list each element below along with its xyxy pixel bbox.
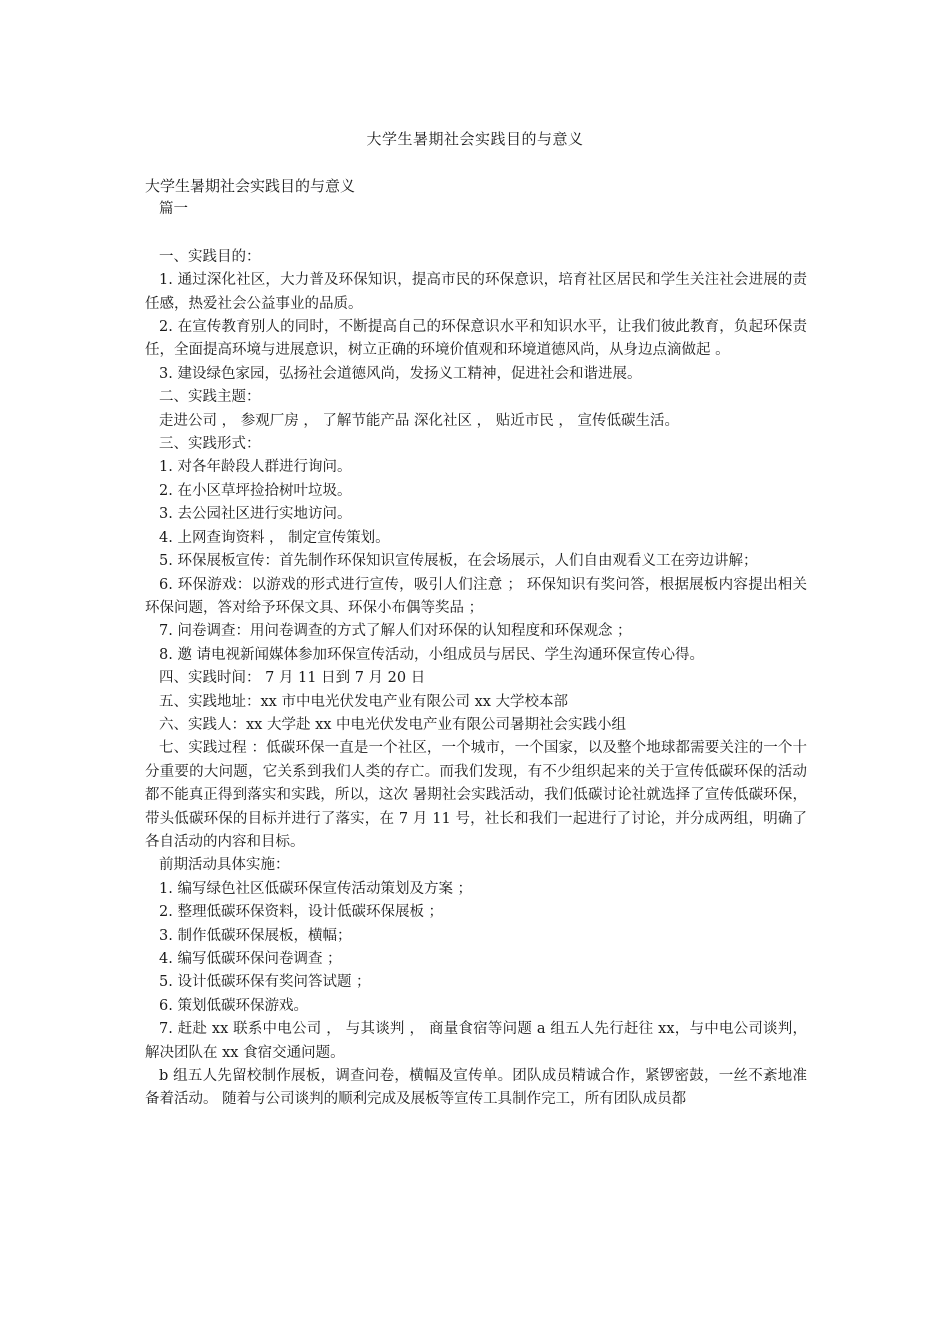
paragraph: 2. 整理低碳环保资料，设计低碳环保展板 ；	[159, 904, 444, 921]
paragraph: 六、实践人：xx 大学赴 xx 中电光伏发电产业有限公司暑期社会实践小组	[159, 716, 627, 733]
paragraph: 1. 通过深化社区，大力普及环保知识，提高市民的环保意识，培育社区居民和学生关注社会进展的责任感，热爱社会公益事业的品质。	[145, 272, 807, 312]
paragraph: 一、实践目的：	[159, 248, 261, 265]
document-body	[145, 175, 807, 1112]
paragraph: 3. 建设绿色家园，弘扬社会道德风尚，发扬义工精神，促进社会和谐进展。	[159, 365, 642, 382]
paragraph: 五、实践地址：xx 市中电光伏发电产业有限公司 xx 大学校本部	[159, 693, 569, 710]
paragraph: 七、实践过程 ：低碳环保一直是一个社区，一个城市，一个国家，以及整个地球都需要关注的一个十分重要的大问题，它关系到我们人类的存亡。而我们发现，有不少组织起来的关于宣传低碳环保的活动都不能真正得到落实和实践，所以，这次 暑期社会实践活动，我们低碳讨论社就选择了宣传低碳环保，带头低碳环保的目标并进行了落实，在 7 月 11 号，社长和我们一起进行了讨论，并分成两组，明确了各自活动的内容和目标。	[145, 740, 807, 850]
paragraph: 2. 在小区草坪捡拾树叶垃圾。	[159, 482, 352, 499]
paragraph: b 组五人先留校制作展板，调查问卷，横幅及宣传单。团队成员精诚合作，紧锣密鼓，一丝不紊地准备着活动。 随着与公司谈判的顺利完成及展板等宣传工具制作完工，所有团队成员都	[145, 1068, 807, 1108]
paragraph: 5. 设计低碳环保有奖问答试题 ；	[159, 974, 371, 991]
paragraph: 4. 上网查询资料 ， 制定宣传策划。	[159, 529, 390, 546]
paragraph: 前期活动具体实施：	[159, 857, 290, 874]
paragraph: 二、实践主题：	[159, 389, 261, 406]
paragraph: 5. 环保展板宣传：首先制作环保知识宣传展板，在会场展示，人们自由观看义工在旁边讲解；	[159, 553, 758, 570]
paragraph: 走进公司 ， 参观厂房 ， 了解节能产品 深化社区 ， 贴近市民 ， 宣传低碳生活。	[159, 412, 679, 429]
paragraph: 8. 邀 请电视新闻媒体参加环保宣传活动，小组成员与居民、学生沟通环保宣传心得。	[159, 646, 705, 663]
chapter-label: 篇一	[159, 201, 188, 218]
paragraph: 1. 编写绿色社区低碳环保宣传活动策划及方案 ；	[159, 880, 473, 897]
paragraph: 4. 编写低碳环保问卷调查 ；	[159, 951, 342, 967]
paragraph: 7. 问卷调查：用问卷调查的方式了解人们对环保的认知程度和环保观念 ；	[159, 623, 632, 640]
blank-line	[145, 222, 807, 246]
paragraph: 7. 赶赴 xx 联系中电公司 ， 与其谈判 ， 商量食宿等问题 a 组五人先行赶往 xx，与中电公司谈判， 解决团队在 xx 食宿交通问题。	[145, 1021, 807, 1061]
paragraph: 6. 策划低碳环保游戏。	[159, 997, 308, 1014]
document-title: 大学生暑期社会实践目的与意义	[366, 130, 584, 148]
paragraph: 6. 环保游戏：以游戏的形式进行宣传，吸引人们注意 ； 环保知识有奖问答，根据展板内容提出相关环保问题，答对给予环保文具、环保小布偶等奖品 ；	[145, 576, 807, 616]
paragraph: 四、实践时间： 7 月 11 日到 7 月 20 日	[159, 670, 426, 687]
paragraph: 1. 对各年龄段人群进行询问。	[159, 459, 352, 476]
paragraph: 2. 在宣传教育别人的同时，不断提高自己的环保意识水平和知识水平，让我们彼此教育，负起环保责任，全面提高环境与进展意识，树立正确的环境价值观和环境道德风尚，从身边点滴做起 。	[145, 319, 807, 359]
document-subtitle: 大学生暑期社会实践目的与意义	[145, 177, 356, 195]
paragraph: 3. 去公园社区进行实地访问。	[159, 506, 352, 523]
paragraph: 三、实践形式：	[159, 436, 261, 453]
paragraph: 3. 制作低碳环保展板，横幅；	[159, 927, 352, 944]
